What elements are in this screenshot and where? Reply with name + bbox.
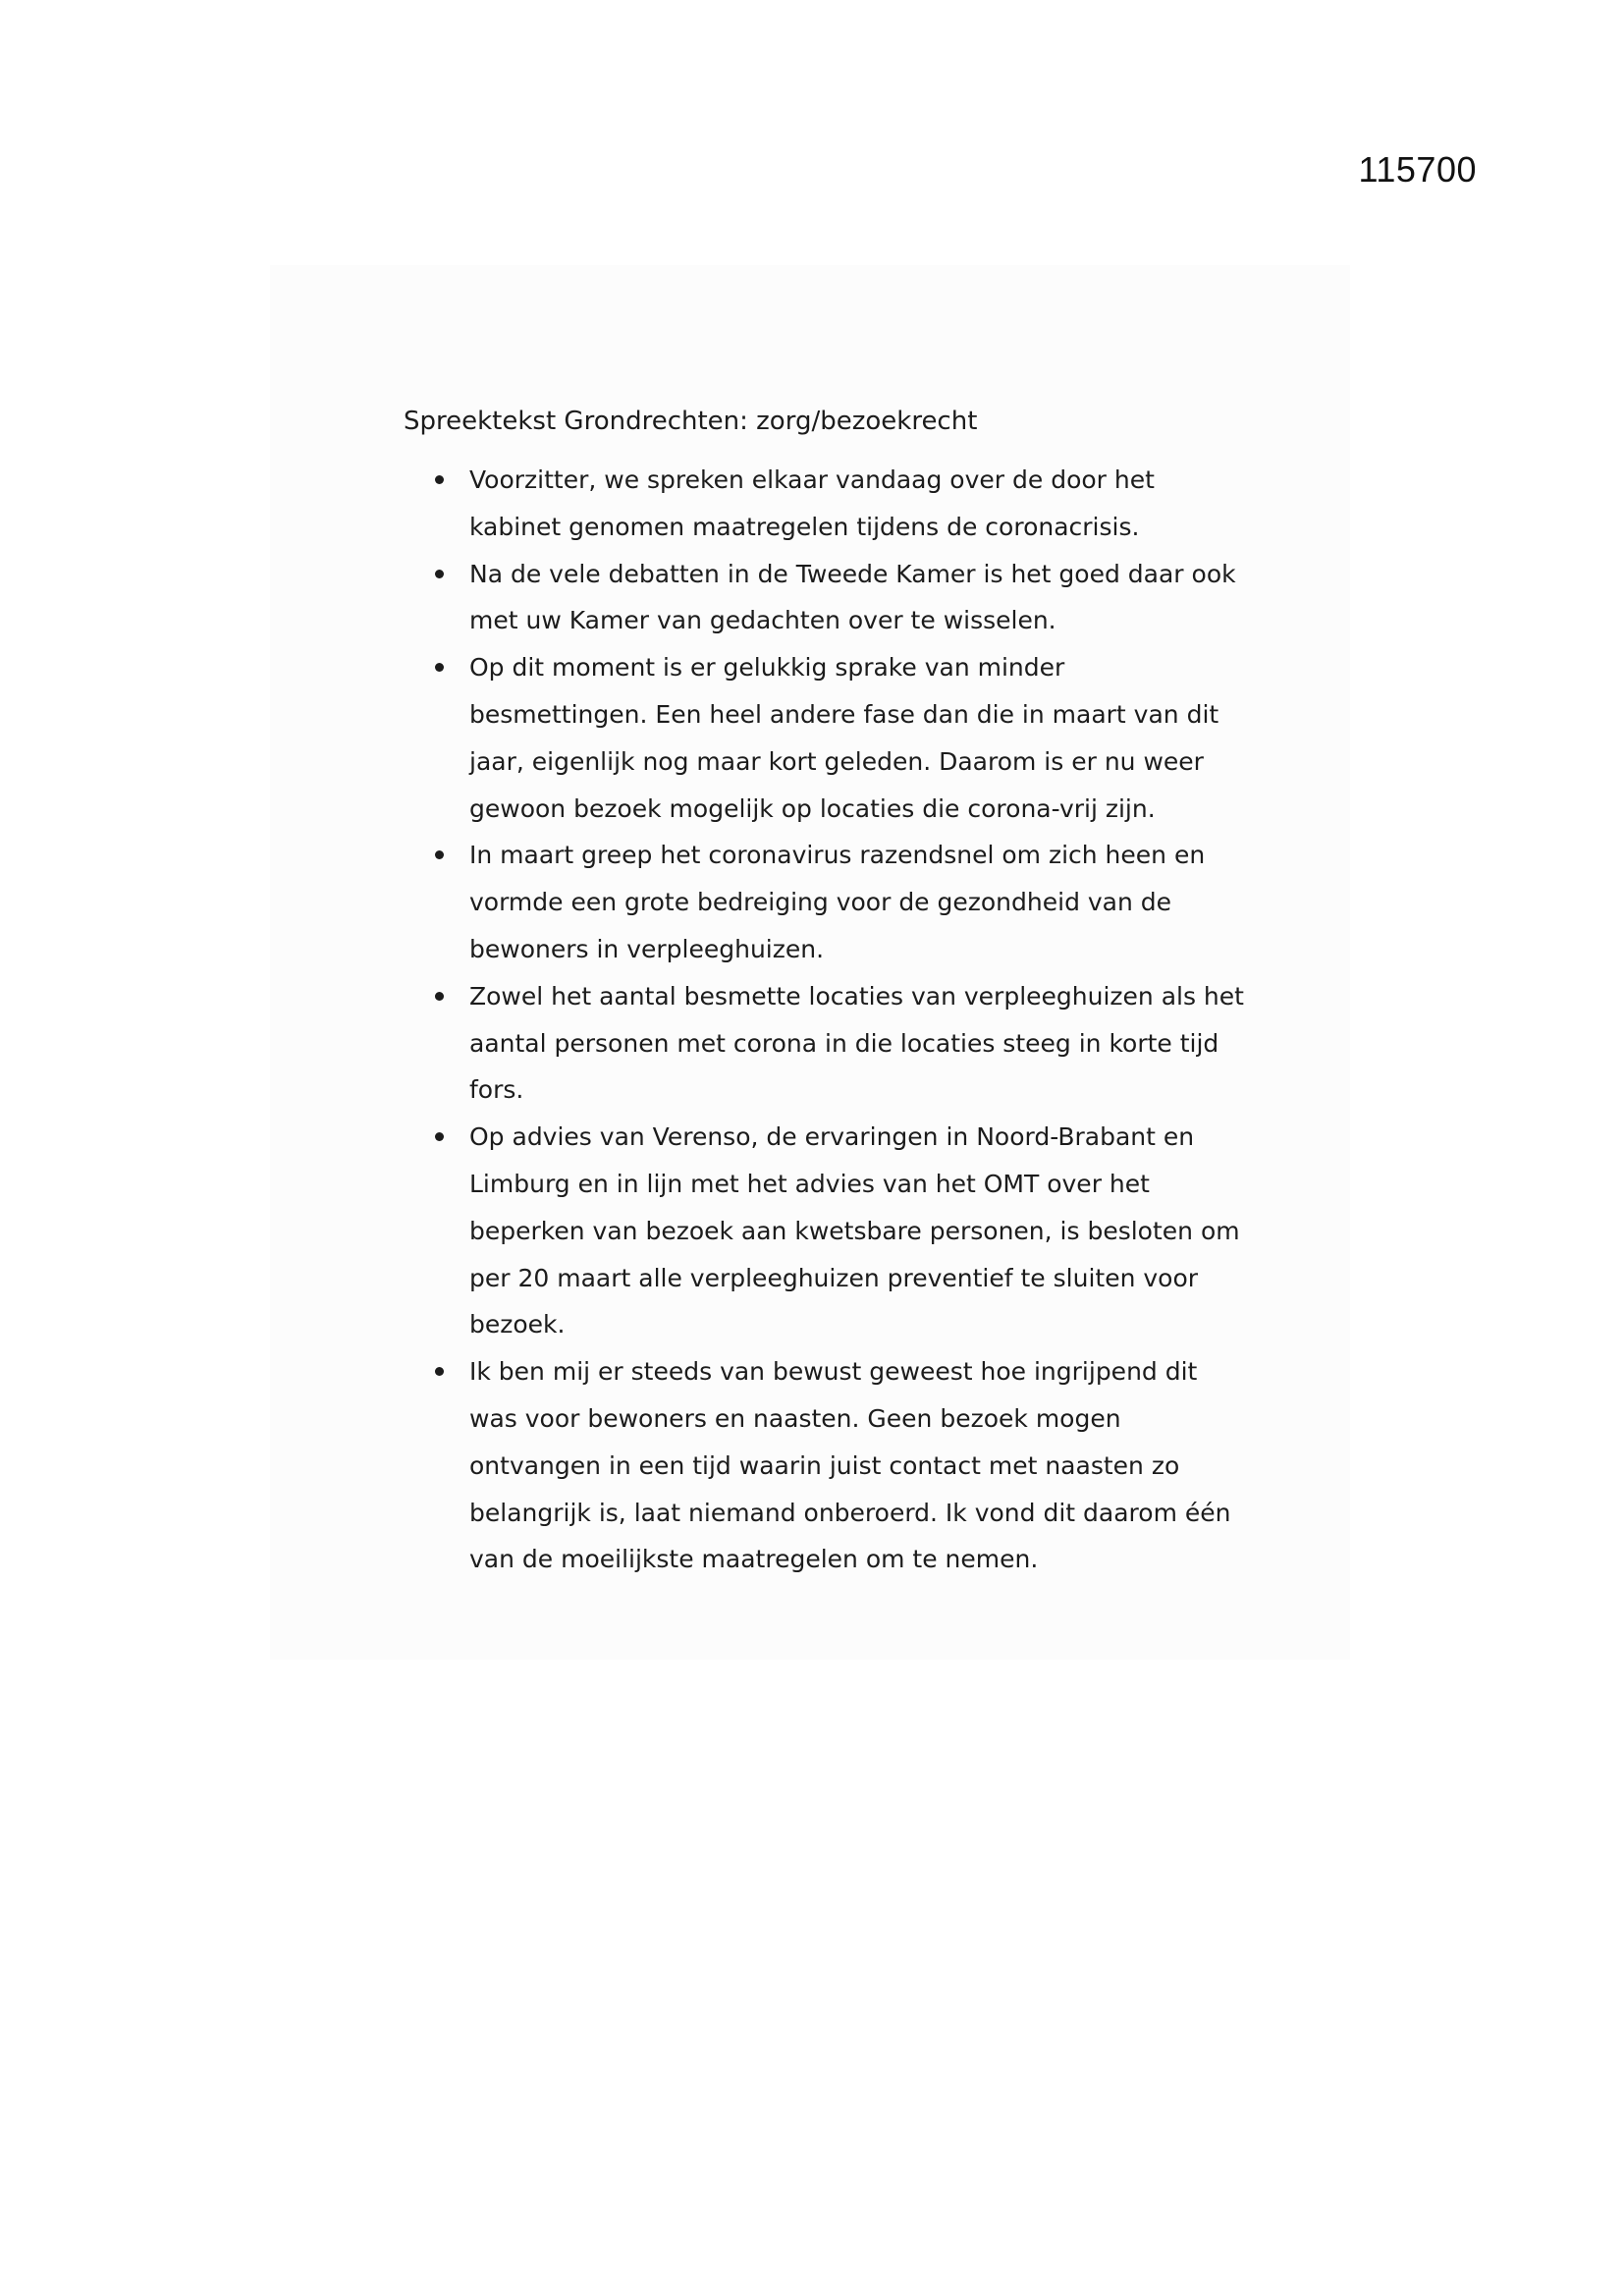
list-item-text: Zowel het aantal besmette locaties van verpleeghuizen als het aantal personen met corona in die locaties steeg in korte tijd fors.: [469, 981, 1244, 1105]
bullet-icon: [435, 1132, 444, 1141]
bullet-icon: [435, 1367, 444, 1376]
bullet-icon: [435, 850, 444, 859]
list-item-text: Voorzitter, we spreken elkaar vandaag over de door het kabinet genomen maatregelen tijdens de coronacrisis.: [469, 465, 1155, 541]
list-item: [404, 1114, 1248, 1348]
document-number: 115700: [1358, 149, 1477, 190]
list-item: [404, 644, 1248, 832]
bullet-icon: [435, 992, 444, 1001]
list-item-text: Op dit moment is er gelukkig sprake van minder besmettingen. Een heel andere fase dan die in maart van dit jaar, eigenlijk nog maar kort geleden. Daarom is er nu weer gewoon bezoek mogelijk op locaties die corona-vrij zijn.: [469, 653, 1219, 823]
list-item-text: Na de vele debatten in de Tweede Kamer is het goed daar ook met uw Kamer van gedachten over te wisselen.: [469, 559, 1236, 635]
list-item: [404, 551, 1248, 645]
document-title: Spreektekst Grondrechten: zorg/bezoekrecht: [404, 407, 978, 436]
bullet-icon: [435, 663, 444, 672]
bullet-icon: [435, 570, 444, 578]
bullet-icon: [435, 475, 444, 484]
list-item: [404, 457, 1248, 551]
bullet-list: [404, 457, 1248, 1583]
list-item: [404, 1348, 1248, 1583]
document-body: [404, 398, 1248, 1583]
list-item-text: Op advies van Verenso, de ervaringen in Noord-Brabant en Limburg en in lijn met het advies van het OMT over het beperken van bezoek aan kwetsbare personen, is besloten om per 20 maart alle verpleeghuizen preventief te sluiten voor bezoek.: [469, 1122, 1240, 1339]
list-item: [404, 832, 1248, 972]
list-item-text: In maart greep het coronavirus razendsnel om zich heen en vormde een grote bedreiging voor de gezondheid van de bewoners in verpleeghuizen.: [469, 841, 1206, 963]
list-item: [404, 973, 1248, 1114]
list-item-text: Ik ben mij er steeds van bewust geweest hoe ingrijpend dit was voor bewoners en naasten. Geen bezoek mogen ontvangen in een tijd waarin juist contact met naasten zo belangrijk is, laat niemand onberoerd. Ik vond dit daarom één van de moeilijkste maatregelen om te nemen.: [469, 1357, 1231, 1574]
